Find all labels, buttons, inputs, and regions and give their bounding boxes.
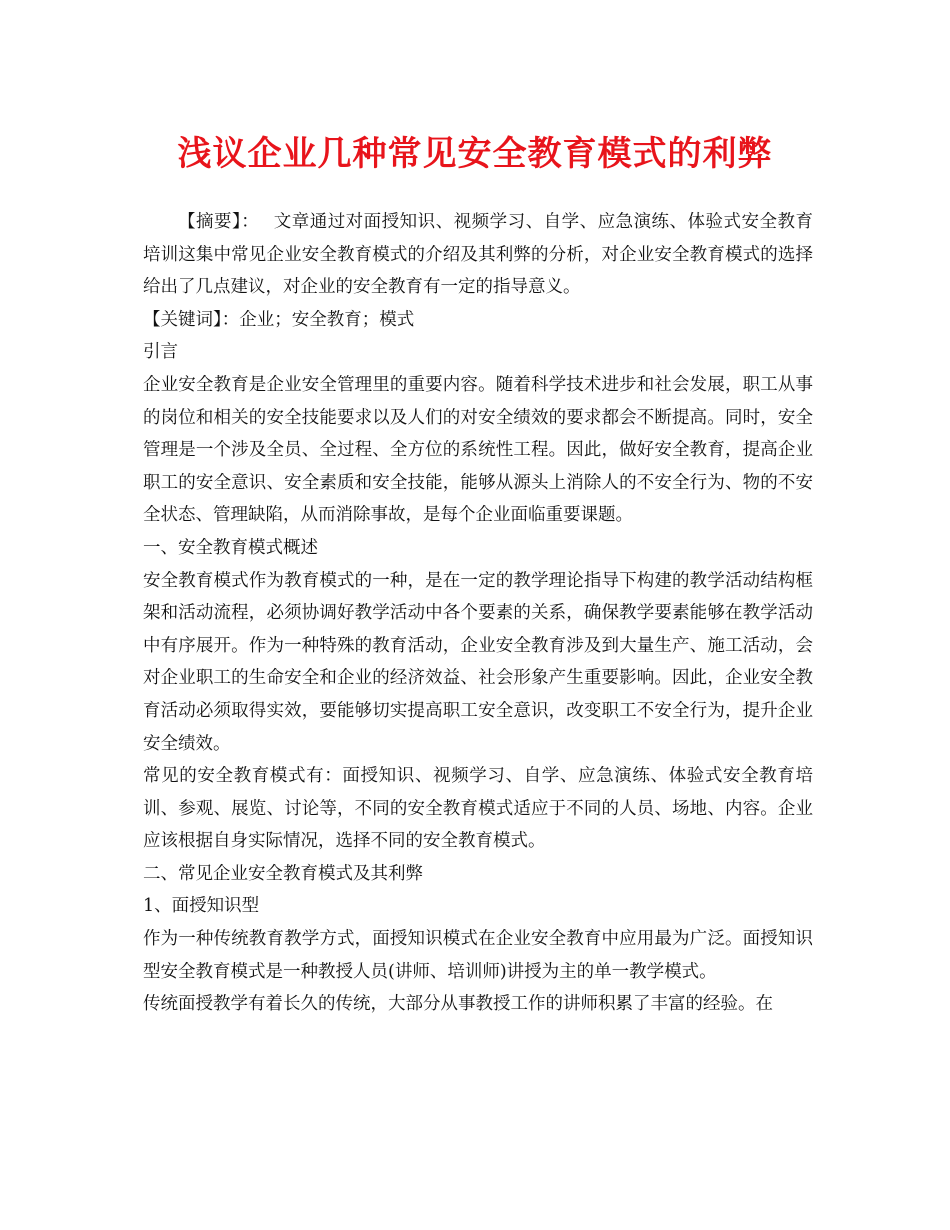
section-heading: 引言 <box>143 342 178 363</box>
document-title: 浅议企业几种常见安全教育模式的利弊 <box>177 134 773 174</box>
section-heading: 二、常见企业安全教育模式及其利弊 <box>143 863 423 884</box>
body-paragraph: 常见的安全教育模式有：面授知识、视频学习、自学、应急演练、体验式安全教育培训、参观、展览、讨论等，不同的安全教育模式适应于不同的人员、场地、内容。企业应该根据自身实际情况，选择不同的安全教育模式。 <box>143 766 813 852</box>
body-paragraph: 传统面授教学有着长久的传统，大部分从事教授工作的讲师积累了丰富的经验。在 <box>143 994 773 1015</box>
section-heading: 一、安全教育模式概述 <box>143 537 318 558</box>
abstract-text: 文章通过对面授知识、视频学习、自学、应急演练、体验式安全教育培训这集中常见企业安全教育模式的介绍及其利弊的分析，对企业安全教育模式的选择给出了几点建议，对企业的安全教育有一定的指导意义。 <box>143 212 814 298</box>
abstract-paragraph <box>143 206 813 304</box>
document-body <box>143 206 813 1021</box>
keywords-label: 【关键词】： <box>143 309 240 330</box>
body-paragraph: 安全教育模式作为教育模式的一种，是在一定的教学理论指导下构建的教学活动结构框架和活动流程，必须协调好教学活动中各个要素的关系，确保教学要素能够在教学活动中有序展开。作为一种特殊的教育活动，企业安全教育涉及到大量生产、施工活动，会对企业职工的生命安全和企业的经济效益、社会形象产生重要影响。因此，企业安全教育活动必须取得实效，要能够切实提高职工安全意识，改变职工不安全行为，提升企业安全绩效。 <box>143 570 813 754</box>
abstract-label: 【摘要】： <box>178 212 260 232</box>
body-paragraph: 企业安全教育是企业安全管理里的重要内容。随着科学技术进步和社会发展，职工从事的岗位和相关的安全技能要求以及人们的对安全绩效的要求都会不断提高。同时，安全管理是一个涉及全员、全过程、全方位的系统性工程。因此，做好安全教育，提高企业职工的安全意识、安全素质和安全技能，能够从源头上消除人的不安全行为、物的不安全状态、管理缺陷，从而消除事故，是每个企业面临重要课题。 <box>143 374 813 526</box>
body-paragraph: 作为一种传统教育教学方式，面授知识模式在企业安全教育中应用最为广泛。面授知识型安全教育模式是一种教授人员(讲师、培训师)讲授为主的单一教学模式。 <box>143 929 813 982</box>
subsection-heading: 1、面授知识型 <box>143 896 260 917</box>
keywords-text: 企业；安全教育；模式 <box>239 309 415 330</box>
keywords-paragraph <box>143 304 813 337</box>
